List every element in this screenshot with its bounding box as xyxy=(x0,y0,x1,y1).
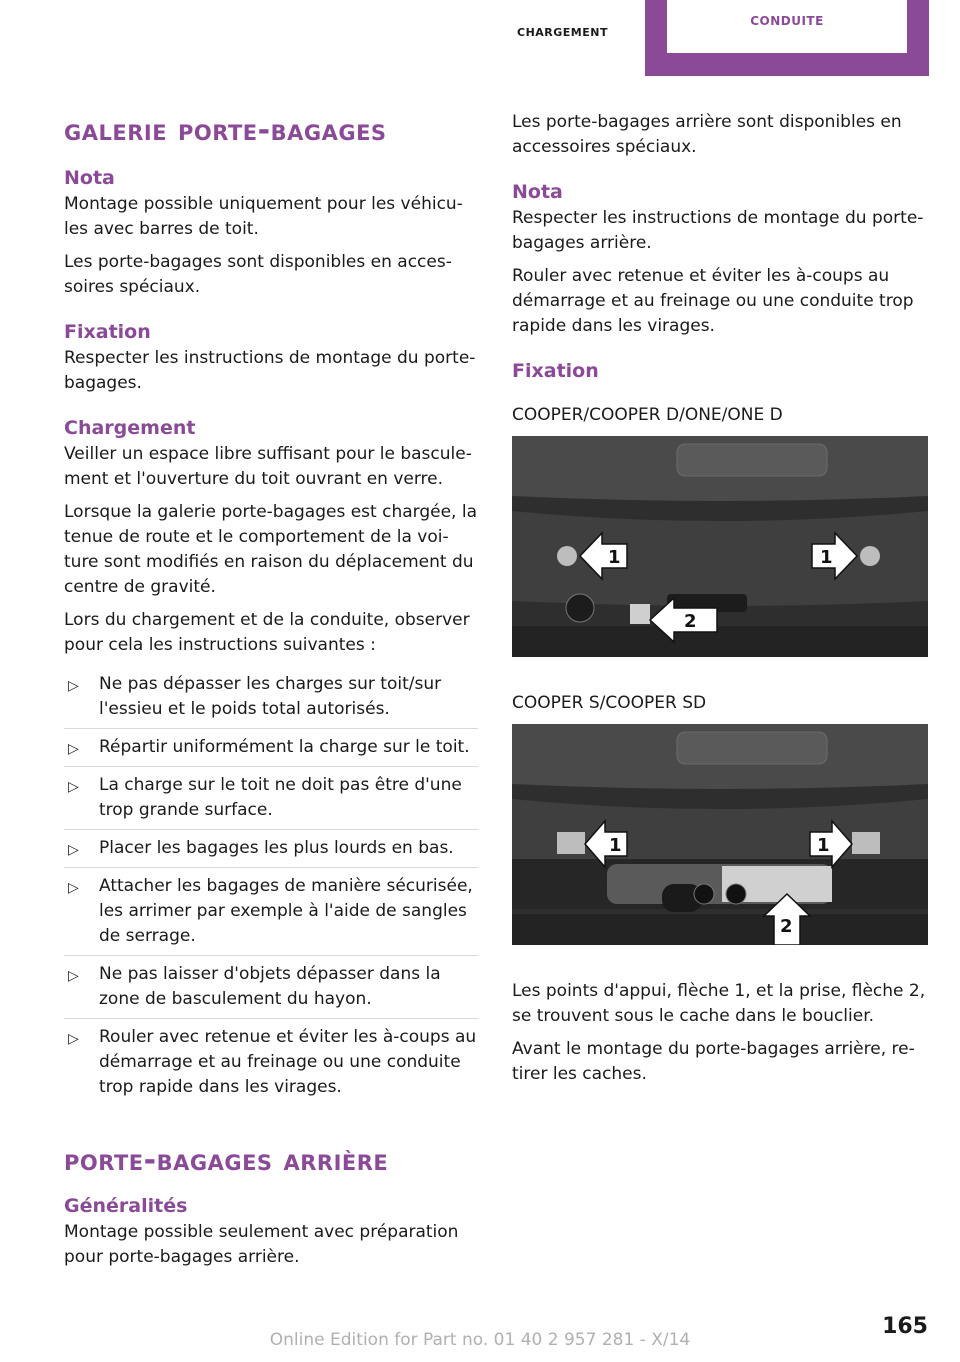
heading-generalites: Généralités xyxy=(64,1195,188,1217)
model-label-cooper-s: COOPER S/COOPER SD xyxy=(512,693,707,713)
triangle-bullet-icon: ▷ xyxy=(68,880,79,896)
triangle-bullet-icon: ▷ xyxy=(68,779,79,795)
paragraph: Les porte-bagages arrière sont disponibles en accessoires spéciaux. xyxy=(512,112,902,157)
triangle-bullet-icon: ▷ xyxy=(68,678,79,694)
heading-fixation: Fixation xyxy=(512,360,599,382)
section-tab-chargement[interactable]: chargement xyxy=(517,22,608,40)
paragraph: Respecter les instructions de montage du porte-bagages arrière. xyxy=(512,208,924,253)
svg-text:1: 1 xyxy=(608,547,621,568)
paragraph: Lors du chargement et de la conduite, observer pour cela les instructions suivantes : xyxy=(64,610,470,655)
support-point-left xyxy=(557,832,585,854)
list-item: ▷ Ne pas dépasser les charges sur toit/sur l'essieu et le poids total autorisés. xyxy=(64,666,478,729)
title-porte-bagages-arriere: porte-bagages arrière xyxy=(64,1143,389,1178)
triangle-bullet-icon: ▷ xyxy=(68,842,79,858)
support-point-right xyxy=(852,832,880,854)
section-tab-conduite-label: conduite xyxy=(667,0,907,53)
svg-text:1: 1 xyxy=(609,835,622,856)
bumper-illustration xyxy=(512,436,928,657)
paragraph: Montage possible uniquement pour les véhicu-les avec barres de toit. xyxy=(64,194,463,239)
paragraph: Veiller un espace libre suffisant pour le bascule-ment et l'ouverture du toit ouvrant en verre. xyxy=(64,444,472,489)
paragraph: Respecter les instructions de montage du porte-bagages. xyxy=(64,348,476,393)
paragraph: Les points d'appui, flèche 1, et la prise, flèche 2, se trouvent sous le cache dans le bouclier. xyxy=(512,981,926,1026)
svg-text:2: 2 xyxy=(780,916,793,937)
model-label-cooper: COOPER/COOPER D/ONE/ONE D xyxy=(512,405,783,425)
right-column xyxy=(512,110,928,1095)
svg-text:2: 2 xyxy=(684,611,697,632)
page-number: 165 xyxy=(882,1314,928,1339)
section-tab-conduite[interactable] xyxy=(645,0,929,76)
page-header xyxy=(0,0,960,78)
edition-footer: Online Edition for Part no. 01 40 2 957 281 - X/14 xyxy=(269,1330,691,1350)
paragraph: Avant le montage du porte-bagages arrière, re-tirer les caches. xyxy=(512,1039,915,1084)
triangle-bullet-icon: ▷ xyxy=(68,1031,79,1047)
list-item: ▷ Attacher les bagages de manière sécurisée, les arrimer par exemple à l'aide de sangles de serrage. xyxy=(64,868,478,956)
support-point-right xyxy=(860,546,880,566)
heading-chargement: Chargement xyxy=(64,417,196,439)
rear-bumper-figure-cooper-s xyxy=(512,724,928,945)
list-item: ▷ Ne pas laisser d'objets dépasser dans la zone de basculement du hayon. xyxy=(64,956,478,1019)
rear-bumper-figure-cooper xyxy=(512,436,928,657)
list-item: ▷ La charge sur le toit ne doit pas être d'une trop grande surface. xyxy=(64,767,478,830)
paragraph: Les porte-bagages sont disponibles en acces-soires spéciaux. xyxy=(64,252,452,297)
title-galerie: galerie porte-bagages xyxy=(64,113,387,148)
triangle-bullet-icon: ▷ xyxy=(68,741,79,757)
svg-text:1: 1 xyxy=(817,835,830,856)
list-item: ▷ Répartir uniformément la charge sur le toit. xyxy=(64,729,478,767)
paragraph: Montage possible seulement avec préparation pour porte-bagages arrière. xyxy=(64,1222,459,1267)
bumper-illustration xyxy=(512,724,928,945)
paragraph: Lorsque la galerie porte-bagages est chargée, la tenue de route et le comportement de la voi-ture sont modifiés en raison du déplacement du centre de gravité. xyxy=(64,502,477,597)
list-item: ▷ Rouler avec retenue et éviter les à-coups au démarrage et au freinage ou une conduite trop rapide dans les virages. xyxy=(68,1027,477,1097)
left-column xyxy=(64,110,478,1278)
heading-nota: Nota xyxy=(512,181,563,203)
heading-fixation: Fixation xyxy=(64,321,151,343)
support-point-left xyxy=(557,546,577,566)
instruction-list xyxy=(64,666,478,1106)
svg-text:1: 1 xyxy=(820,547,833,568)
list-item: ▷ Placer les bagages les plus lourds en bas. xyxy=(64,830,478,868)
heading-nota: Nota xyxy=(64,167,115,189)
paragraph: Rouler avec retenue et éviter les à-coups au démarrage et au freinage ou une conduite trop rapide dans les virages. xyxy=(512,266,914,336)
triangle-bullet-icon: ▷ xyxy=(68,968,79,984)
